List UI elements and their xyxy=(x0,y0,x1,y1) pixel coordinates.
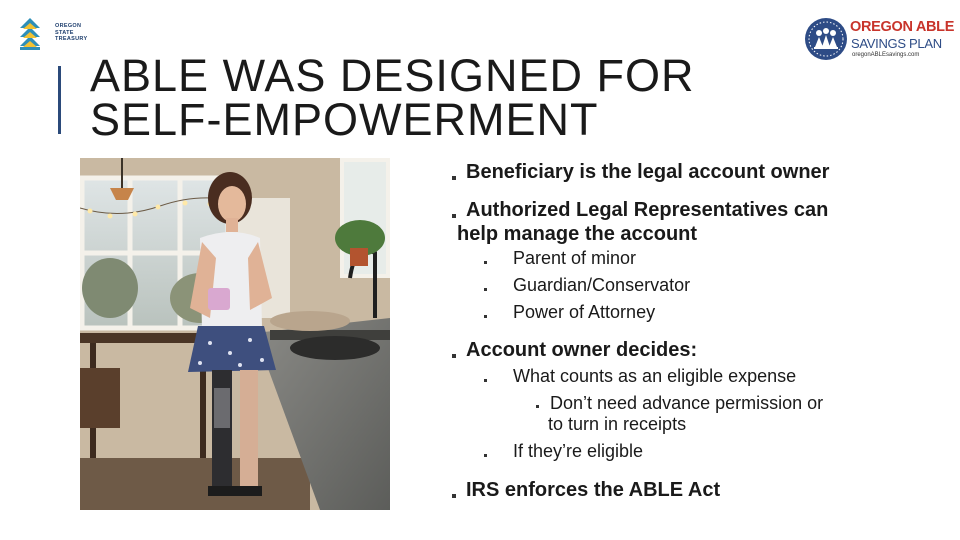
sub-bullet-power-of-attorney: Power of Attorney xyxy=(513,302,656,322)
sub-bullet-guardian-conservator: Guardian/Conservator xyxy=(513,275,691,295)
sub-sub-bullet-marker xyxy=(536,405,539,408)
able-logo-line-2: SAVINGS PLAN xyxy=(851,36,942,51)
sub-bullet-eligible-expense: What counts as an eligible expense xyxy=(513,366,797,386)
sub-bullet-marker xyxy=(484,261,487,264)
oregon-able-logo xyxy=(800,15,955,67)
bullet-beneficiary-owner: Beneficiary is the legal account owner xyxy=(466,161,830,183)
title-line-2: SELF-EMPOWERMENT xyxy=(90,94,599,145)
bullet-authorized-reps-line-1: Authorized Legal Representatives can xyxy=(466,199,829,221)
bullet-marker xyxy=(452,354,456,358)
oregon-state-treasury-logo xyxy=(16,15,100,55)
sub-bullet-marker xyxy=(484,288,487,291)
bullet-authorized-reps-line-2: help manage the account xyxy=(457,223,698,245)
title-line-1: ABLE WAS DESIGNED FOR xyxy=(90,50,695,101)
bullet-marker xyxy=(452,494,456,498)
treasury-wordmark: OREGON STATE TREASURY xyxy=(55,23,88,42)
sub-bullet-marker xyxy=(484,379,487,382)
woman-in-kitchen-photo xyxy=(80,158,390,510)
sub-sub-bullet-advance-permission-line-1: Don’t need advance permission or xyxy=(550,393,824,413)
bullet-account-owner-decides: Account owner decides: xyxy=(466,339,698,361)
kitchen-photo-illustration xyxy=(80,158,390,510)
sub-bullet-marker xyxy=(484,454,487,457)
bullet-irs-enforces: IRS enforces the ABLE Act xyxy=(466,479,721,501)
sub-bullet-if-eligible: If they’re eligible xyxy=(513,441,644,461)
sub-bullet-marker xyxy=(484,315,487,318)
sub-sub-bullet-advance-permission-line-2: to turn in receipts xyxy=(548,414,687,434)
slide-title xyxy=(90,50,695,145)
treasury-chevron-icon xyxy=(16,15,44,51)
bullet-marker xyxy=(452,214,456,218)
title-accent-bar xyxy=(58,66,61,134)
sub-bullet-parent-of-minor: Parent of minor xyxy=(513,248,637,268)
able-seal-icon xyxy=(804,17,848,61)
able-logo-url: oregonABLEsavings.com xyxy=(852,52,920,58)
able-logo-line-1: OREGON ABLE xyxy=(850,19,955,35)
bullet-marker xyxy=(452,176,456,180)
